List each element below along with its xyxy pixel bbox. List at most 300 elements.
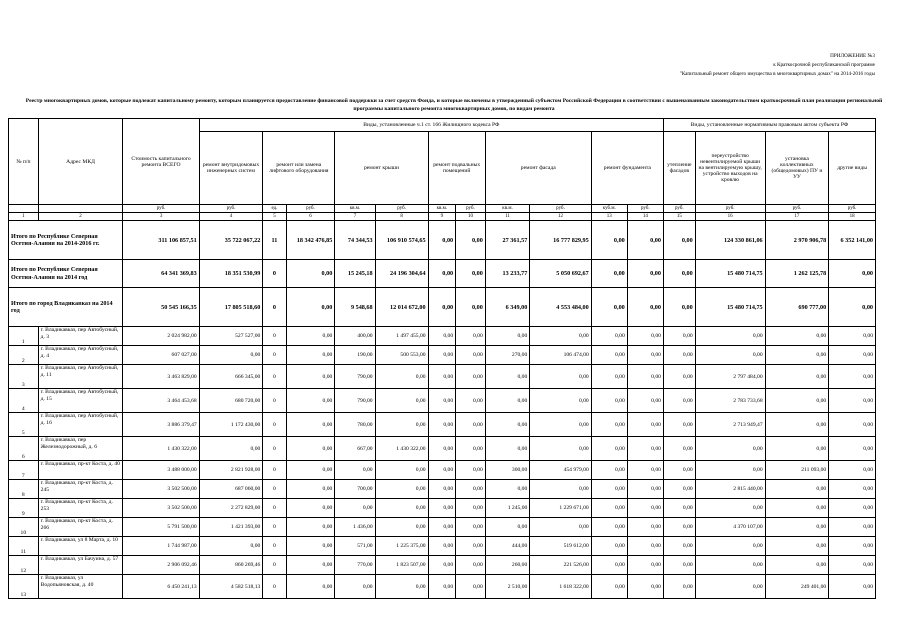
- column-number: 9: [428, 213, 456, 221]
- row-cell: 0,00: [428, 346, 456, 365]
- row-cell: 0,00: [663, 556, 695, 575]
- header-roof: ремонт крыши: [335, 132, 428, 205]
- row-cell: 0,00: [695, 575, 765, 599]
- row-cell: 571,00: [335, 537, 375, 556]
- row-number: 12: [9, 556, 39, 575]
- unit: руб.: [829, 205, 876, 213]
- row-cell: 0,00: [591, 499, 627, 518]
- row-cell: 0,00: [485, 437, 530, 461]
- row-cell: 0,00: [456, 518, 486, 537]
- unit: кв.м.: [428, 205, 456, 213]
- row-cell: 0,00: [375, 413, 428, 437]
- total-cell: 0,00: [663, 260, 695, 288]
- row-cell: 0,00: [591, 437, 627, 461]
- row-cell: 0,00: [591, 461, 627, 480]
- row-cell: 0,00: [765, 480, 829, 499]
- row-cell: 190,00: [335, 346, 375, 365]
- row-cell: 1 172 430,00: [199, 413, 263, 437]
- row-cell: 0,00: [695, 327, 765, 346]
- row-cell: 0,00: [428, 575, 456, 599]
- total-cell: 311 106 857,51: [123, 221, 199, 260]
- row-address: г. Владикавказ, пр-кт Коста, д. 40: [38, 461, 123, 480]
- row-cell: 770,00: [335, 556, 375, 575]
- row-cell: 0,00: [428, 537, 456, 556]
- row-cell: 0,00: [199, 437, 263, 461]
- row-cell: 1 229 671,00: [530, 499, 591, 518]
- total-cell: 18 351 530,99: [199, 260, 263, 288]
- row-cell: 0: [263, 346, 286, 365]
- row-cell: 780,00: [335, 413, 375, 437]
- unit: руб.: [375, 205, 428, 213]
- row-cell: 0,00: [428, 389, 456, 413]
- row-cell: 0,00: [375, 389, 428, 413]
- row-cell: 0,00: [456, 499, 486, 518]
- row-cell: 0,00: [627, 346, 663, 365]
- column-number: 5: [263, 213, 286, 221]
- row-number: 13: [9, 575, 39, 599]
- row-cell: 0,00: [663, 537, 695, 556]
- row-cell: 0,00: [663, 518, 695, 537]
- header-other: другие виды: [829, 132, 876, 205]
- total-cell: 6 349,00: [485, 288, 530, 327]
- row-cell: 0,00: [375, 461, 428, 480]
- total-cell: 0,00: [591, 288, 627, 327]
- row-cell: 3 488 000,00: [123, 461, 199, 480]
- total-cell: 106 910 574,65: [375, 221, 428, 260]
- row-cell: 0,00: [428, 499, 456, 518]
- total-cell: 5 050 692,67: [530, 260, 591, 288]
- row-cell: 0: [263, 461, 286, 480]
- row-cell: 0,00: [829, 461, 876, 480]
- row-cell: 0,00: [765, 365, 829, 389]
- row-cell: 0,00: [627, 365, 663, 389]
- row-cell: 0,00: [428, 365, 456, 389]
- row-cell: 0,00: [663, 365, 695, 389]
- header-meters: установка коллективных (общедомовых) ПУ и УУ: [765, 132, 829, 205]
- appendix-program-title: "Капитальный ремонт общего имущества в многоквартирных домах" на 2014-2016 годы: [679, 71, 875, 77]
- row-cell: 0,00: [765, 499, 829, 518]
- row-cell: 0,00: [663, 499, 695, 518]
- row-cell: 0,00: [663, 480, 695, 499]
- row-cell: 0,00: [627, 413, 663, 437]
- total-row-label: Итого по Республике Северная Осетия-Алания на 2014-2016 гг.: [9, 221, 123, 260]
- row-cell: 860 269,46: [199, 556, 263, 575]
- row-cell: 687 060,00: [199, 480, 263, 499]
- unit: руб.: [456, 205, 486, 213]
- row-cell: 0,00: [591, 537, 627, 556]
- row-cell: 0,00: [829, 556, 876, 575]
- row-cell: 0,00: [428, 518, 456, 537]
- row-cell: 3 463 829,00: [123, 365, 199, 389]
- row-cell: 0,00: [695, 499, 765, 518]
- row-cell: 0,00: [765, 327, 829, 346]
- row-cell: 666 345,00: [199, 365, 263, 389]
- row-cell: 790,00: [335, 389, 375, 413]
- row-cell: 2 272 829,00: [199, 499, 263, 518]
- row-cell: 0,00: [627, 389, 663, 413]
- row-address: г. Владикавказ, пр-кт Коста, д. 266: [38, 518, 123, 537]
- row-cell: 0: [263, 413, 286, 437]
- row-cell: 2 783 733,68: [695, 389, 765, 413]
- header-foundation: ремонт фундамента: [591, 132, 663, 205]
- unit: руб.: [663, 205, 695, 213]
- row-cell: 260,00: [485, 556, 530, 575]
- row-cell: 5 791 500,00: [123, 518, 199, 537]
- row-address: г. Владикавказ, пер Автобусный, д. 3: [38, 327, 123, 346]
- row-cell: 0: [263, 437, 286, 461]
- total-cell: 0: [263, 288, 286, 327]
- total-row: [9, 221, 876, 260]
- table-row: [9, 365, 876, 389]
- total-cell: 0: [263, 260, 286, 288]
- row-cell: 0,00: [627, 537, 663, 556]
- row-cell: 0,00: [286, 499, 335, 518]
- row-address: г. Владикавказ, пр-кт Коста, д. 245: [38, 480, 123, 499]
- total-cell: 50 545 166,35: [123, 288, 199, 327]
- row-cell: 0,00: [663, 327, 695, 346]
- row-cell: 0,00: [829, 365, 876, 389]
- row-cell: 0,00: [829, 346, 876, 365]
- row-cell: 0,00: [199, 346, 263, 365]
- row-cell: 2 815 440,00: [695, 480, 765, 499]
- row-cell: 1 436,00: [335, 518, 375, 537]
- row-cell: 0,00: [765, 537, 829, 556]
- header-address: Адрес МКД: [38, 119, 123, 205]
- row-cell: 106 474,00: [530, 346, 591, 365]
- row-cell: 0,00: [695, 556, 765, 575]
- row-cell: 0,00: [375, 575, 428, 599]
- row-cell: 0,00: [663, 575, 695, 599]
- row-cell: 0,00: [829, 437, 876, 461]
- row-cell: 519 612,00: [530, 537, 591, 556]
- row-cell: 0,00: [456, 327, 486, 346]
- total-cell: 9 548,68: [335, 288, 375, 327]
- row-cell: 0,00: [627, 327, 663, 346]
- row-cell: 0,00: [428, 461, 456, 480]
- row-cell: 0,00: [829, 575, 876, 599]
- row-cell: 3 886 379,47: [123, 413, 199, 437]
- row-cell: 400,00: [335, 327, 375, 346]
- row-cell: 0,00: [375, 499, 428, 518]
- row-cell: 0,00: [375, 365, 428, 389]
- total-cell: 0,00: [428, 260, 456, 288]
- total-cell: 0,00: [591, 221, 627, 260]
- table-row: [9, 346, 876, 365]
- row-cell: 0,00: [663, 437, 695, 461]
- total-cell: 0,00: [627, 260, 663, 288]
- row-cell: 527 527,00: [199, 327, 263, 346]
- total-cell: 0,00: [627, 288, 663, 327]
- row-cell: 0,00: [286, 413, 335, 437]
- table-row: [9, 575, 876, 599]
- row-cell: 0,00: [829, 327, 876, 346]
- row-address: г. Владикавказ, пер Железнодорожный, д. 6: [38, 437, 123, 461]
- row-cell: 0,00: [485, 389, 530, 413]
- total-cell: 4 553 484,00: [530, 288, 591, 327]
- row-cell: 0,00: [530, 413, 591, 437]
- table-row: [9, 437, 876, 461]
- column-number: 15: [663, 213, 695, 221]
- total-cell: 74 344,53: [335, 221, 375, 260]
- total-cell: 124 330 861,06: [695, 221, 765, 260]
- unit: руб.: [695, 205, 765, 213]
- row-cell: 4 370 107,00: [695, 518, 765, 537]
- row-cell: 0,00: [335, 575, 375, 599]
- header-engineering: ремонт внутридомовых инженерных систем: [199, 132, 263, 205]
- header-lift: ремонт или замена лифтового оборудования: [263, 132, 335, 205]
- row-cell: 0,00: [428, 556, 456, 575]
- total-cell: 24 196 304,64: [375, 260, 428, 288]
- row-address: г. Владикавказ, пер Автобусный, д. 16: [38, 413, 123, 437]
- unit: кв.м.: [485, 205, 530, 213]
- row-cell: 3 464 453,68: [123, 389, 199, 413]
- row-number: 3: [9, 365, 39, 389]
- header-total-cost: Стоимость капитального ремонта ВСЕГО: [123, 119, 199, 205]
- row-address: г. Владикавказ, ул Водопьяновская, д. 40: [38, 575, 123, 599]
- row-cell: 0,00: [485, 327, 530, 346]
- row-cell: 0,00: [286, 556, 335, 575]
- row-cell: 0: [263, 575, 286, 599]
- total-cell: 18 342 476,85: [286, 221, 335, 260]
- row-cell: 2 510,00: [485, 575, 530, 599]
- row-cell: 0,00: [627, 480, 663, 499]
- table-row: [9, 480, 876, 499]
- row-cell: 0,00: [591, 413, 627, 437]
- row-cell: 790,00: [335, 365, 375, 389]
- total-cell: 27 361,57: [485, 221, 530, 260]
- row-cell: 0,00: [765, 556, 829, 575]
- column-number: 7: [335, 213, 375, 221]
- row-cell: 1 225 375,00: [375, 537, 428, 556]
- total-row: [9, 288, 876, 327]
- row-cell: 0,00: [286, 437, 335, 461]
- row-cell: 0,00: [695, 537, 765, 556]
- total-row-label: Итого по Республике Северная Осетия-Алания на 2014 год: [9, 260, 123, 288]
- row-cell: 211 093,00: [765, 461, 829, 480]
- row-cell: 0,00: [286, 461, 335, 480]
- row-cell: 0,00: [695, 346, 765, 365]
- table-row: [9, 327, 876, 346]
- row-cell: 0,00: [765, 518, 829, 537]
- row-cell: 0,00: [663, 346, 695, 365]
- row-cell: 2 821 928,00: [199, 461, 263, 480]
- row-cell: 1 421 393,00: [199, 518, 263, 537]
- row-cell: 0,00: [286, 518, 335, 537]
- row-cell: 6 450 241,13: [123, 575, 199, 599]
- row-cell: 0: [263, 480, 286, 499]
- total-cell: 0,00: [286, 260, 335, 288]
- row-cell: 0,00: [829, 480, 876, 499]
- row-cell: 0: [263, 537, 286, 556]
- row-cell: 0,00: [286, 480, 335, 499]
- row-cell: 454 979,00: [530, 461, 591, 480]
- row-cell: 0,00: [456, 537, 486, 556]
- row-cell: 0,00: [627, 437, 663, 461]
- row-cell: 0,00: [530, 365, 591, 389]
- row-cell: 500 553,00: [375, 346, 428, 365]
- header-group-regional: Виды, установленные нормативным правовым актом субъекта РФ: [663, 119, 875, 132]
- row-cell: 0,00: [456, 389, 486, 413]
- column-number: 18: [829, 213, 876, 221]
- row-number: 8: [9, 480, 39, 499]
- column-number: 13: [591, 213, 627, 221]
- row-address: г. Владикавказ, пр-кт Коста, д. 253: [38, 499, 123, 518]
- table-row: [9, 461, 876, 480]
- total-cell: 0,00: [591, 260, 627, 288]
- column-number: 3: [123, 213, 199, 221]
- row-cell: 0,00: [663, 461, 695, 480]
- row-cell: 0,00: [485, 518, 530, 537]
- row-cell: 0: [263, 365, 286, 389]
- row-cell: 0,00: [335, 461, 375, 480]
- column-number: 8: [375, 213, 428, 221]
- row-cell: 1 497 455,00: [375, 327, 428, 346]
- appendix-header: [680, 52, 875, 79]
- row-cell: 0,00: [456, 556, 486, 575]
- row-address: г. Владикавказ, пер Автобусный, д. 4: [38, 346, 123, 365]
- row-number: 5: [9, 413, 39, 437]
- column-number: 12: [530, 213, 591, 221]
- column-number: 14: [627, 213, 663, 221]
- row-cell: 0,00: [627, 575, 663, 599]
- row-cell: 0,00: [663, 389, 695, 413]
- row-cell: 0,00: [456, 437, 486, 461]
- total-cell: 0,00: [456, 221, 486, 260]
- row-cell: 0,00: [663, 413, 695, 437]
- row-cell: 0,00: [428, 437, 456, 461]
- row-cell: 0,00: [530, 389, 591, 413]
- row-cell: 0,00: [485, 480, 530, 499]
- row-cell: 0,00: [829, 499, 876, 518]
- row-cell: 0,00: [591, 346, 627, 365]
- row-cell: 3 502 500,00: [123, 480, 199, 499]
- row-number: 2: [9, 346, 39, 365]
- row-cell: 0,00: [591, 389, 627, 413]
- row-cell: 0,00: [286, 537, 335, 556]
- row-cell: 0,00: [765, 389, 829, 413]
- header-basement: ремонт подвальных помещений: [428, 132, 485, 205]
- row-cell: 0,00: [199, 537, 263, 556]
- total-cell: 0,00: [456, 288, 486, 327]
- column-number: 10: [456, 213, 486, 221]
- table-row: [9, 413, 876, 437]
- row-number: 1: [9, 327, 39, 346]
- row-address: г. Владикавказ, ул 8 Марта, д. 10: [38, 537, 123, 556]
- row-cell: 0,00: [286, 327, 335, 346]
- total-cell: 0,00: [627, 221, 663, 260]
- units-row: [9, 205, 876, 213]
- total-cell: 0,00: [286, 288, 335, 327]
- row-cell: 0,00: [456, 413, 486, 437]
- row-cell: 0,00: [428, 413, 456, 437]
- total-cell: 6 352 141,00: [829, 221, 876, 260]
- row-cell: 1 430 322,00: [375, 437, 428, 461]
- row-number: 7: [9, 461, 39, 480]
- column-number: 6: [286, 213, 335, 221]
- header-group-housing-code: Виды, установленные ч.1 ст. 166 Жилищного кодекса РФ: [199, 119, 663, 132]
- row-cell: 0: [263, 556, 286, 575]
- row-number: 6: [9, 437, 39, 461]
- row-cell: 249 401,00: [765, 575, 829, 599]
- row-cell: 4 582 518,13: [199, 575, 263, 599]
- row-cell: 0,00: [485, 413, 530, 437]
- unit: руб.: [286, 205, 335, 213]
- document-title: Реестр многоквартирных домов, которые подлежат капитальному ремонту, которым планируется предоставление финансовой поддержки за счет средств Фонда, и которые включены в утвержденный субъектом Российской Федерации в соответствии с вышеназванным законодательством краткосрочный план реализации региональной программы капитального ремонта многоквартирных домов, по видам ремонта: [25, 98, 883, 112]
- row-cell: 0,00: [456, 346, 486, 365]
- row-cell: 2 024 982,00: [123, 327, 199, 346]
- column-number: 11: [485, 213, 530, 221]
- total-cell: 13 233,77: [485, 260, 530, 288]
- row-cell: 2 906 092,46: [123, 556, 199, 575]
- row-cell: 607 027,00: [123, 346, 199, 365]
- column-number: 2: [38, 213, 123, 221]
- column-number: 16: [695, 213, 765, 221]
- total-cell: 690 777,00: [765, 288, 829, 327]
- table-row: [9, 556, 876, 575]
- row-cell: 0,00: [765, 437, 829, 461]
- total-cell: 15 480 714,75: [695, 288, 765, 327]
- row-cell: 700,00: [335, 480, 375, 499]
- row-cell: 0,00: [695, 437, 765, 461]
- row-cell: 0,00: [591, 518, 627, 537]
- row-cell: 1 823 507,00: [375, 556, 428, 575]
- total-row: [9, 260, 876, 288]
- row-cell: 0,00: [456, 480, 486, 499]
- row-cell: 1 744 987,00: [123, 537, 199, 556]
- registry-table: [8, 118, 876, 599]
- row-cell: 0,00: [765, 346, 829, 365]
- row-cell: 0,00: [286, 365, 335, 389]
- header-facade: ремонт фасада: [485, 132, 591, 205]
- unit: ед.: [263, 205, 286, 213]
- row-cell: 0: [263, 499, 286, 518]
- row-cell: 680 720,00: [199, 389, 263, 413]
- table-row: [9, 499, 876, 518]
- row-cell: 0,00: [765, 413, 829, 437]
- total-cell: 16 777 829,95: [530, 221, 591, 260]
- row-number: 9: [9, 499, 39, 518]
- row-cell: 0,00: [456, 461, 486, 480]
- row-cell: 0,00: [530, 518, 591, 537]
- total-cell: 0,00: [829, 260, 876, 288]
- row-cell: 667,00: [335, 437, 375, 461]
- row-cell: 444,00: [485, 537, 530, 556]
- column-numbers-row: [9, 213, 876, 221]
- row-cell: 0,00: [428, 480, 456, 499]
- column-number: 17: [765, 213, 829, 221]
- table-row: [9, 518, 876, 537]
- row-cell: 0,00: [286, 575, 335, 599]
- row-cell: 0,00: [456, 365, 486, 389]
- appendix-program: к Краткосрочной республиканской программе: [773, 62, 875, 68]
- row-cell: 2 713 949,47: [695, 413, 765, 437]
- row-cell: 0,00: [456, 575, 486, 599]
- row-cell: 0,00: [591, 327, 627, 346]
- row-cell: 2 797 484,00: [695, 365, 765, 389]
- row-cell: 0: [263, 327, 286, 346]
- column-number: 4: [199, 213, 263, 221]
- row-cell: 1 245,00: [485, 499, 530, 518]
- total-cell: 15 245,18: [335, 260, 375, 288]
- row-cell: 0: [263, 518, 286, 537]
- unit: руб.: [530, 205, 591, 213]
- row-cell: 0,00: [286, 346, 335, 365]
- row-cell: 1 618 322,00: [530, 575, 591, 599]
- row-cell: 270,00: [485, 346, 530, 365]
- row-cell: 0,00: [591, 480, 627, 499]
- total-cell: 64 341 369,83: [123, 260, 199, 288]
- row-cell: 0,00: [485, 365, 530, 389]
